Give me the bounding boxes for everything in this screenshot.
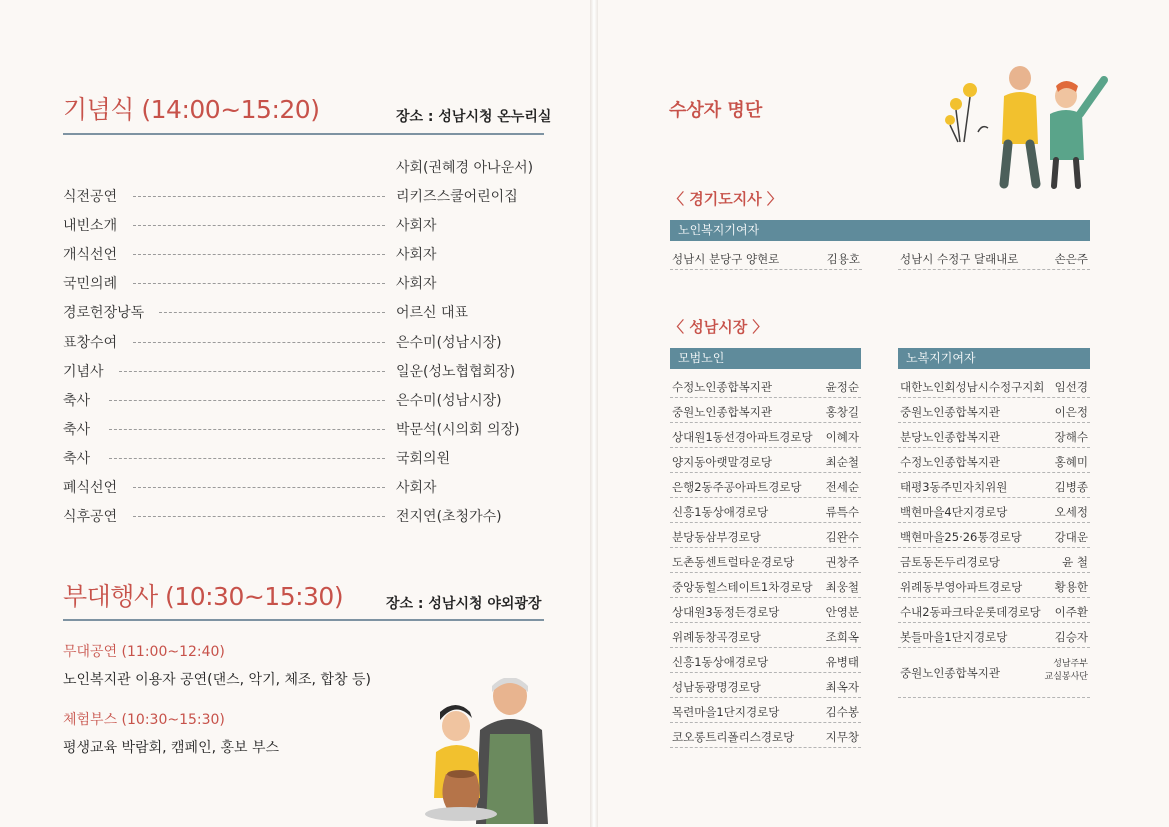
program-row: [63, 506, 543, 526]
contrib-entry-name: 이주환: [1054, 605, 1088, 619]
model-entry-org: 은행2동주공아파트경로당: [672, 480, 802, 494]
contrib-entry: [898, 373, 1090, 398]
program-item-name: 국민의례: [63, 276, 118, 293]
contrib-entry-name: 김병종: [1054, 480, 1088, 494]
program-item-presenter: 사회자: [396, 276, 437, 293]
model-entry-org: 상대원3동정든경로당: [672, 605, 780, 619]
contrib-entry-org: 백현마을25·26통경로당: [900, 530, 1022, 544]
program-row: [63, 302, 543, 322]
contrib-entry-name: 임선경: [1054, 380, 1088, 394]
contrib-entry: [898, 398, 1090, 423]
program-leader-line: [119, 371, 385, 372]
model-entry: [670, 623, 861, 648]
contrib-entry-org: 대한노인회성남시수정구지회: [900, 380, 1045, 394]
model-entry-name: 안영분: [825, 605, 859, 619]
program-row: [63, 215, 543, 235]
program-item-presenter: 박문석(시의회 의장): [396, 421, 520, 438]
program-item-presenter: 사회자: [396, 247, 437, 264]
booth-title: 체험부스 (10:30~15:30): [63, 712, 225, 728]
model-entry-org: 양지동아랫말경로당: [672, 455, 772, 469]
model-entry: [670, 723, 861, 748]
program-item-name: 경로헌장낭독: [63, 305, 145, 322]
model-entry: [670, 648, 861, 673]
ceremony-title: 기념식 (14:00~15:20): [63, 95, 320, 124]
model-entry-org: 위례동창곡경로당: [672, 630, 761, 644]
model-entry-org: 중앙동힐스테이트1차경로당: [672, 580, 813, 594]
contrib-entry-org: 봇들마을1단지경로당: [900, 630, 1008, 644]
contrib-entry-org: 중원노인종합복지관: [900, 405, 1000, 419]
elderly-couple-illustration: [938, 62, 1114, 192]
model-entry: [670, 548, 861, 573]
model-entry: [670, 398, 861, 423]
model-entry-org: 수정노인종합복지관: [672, 380, 772, 394]
contrib-entry-name: 황용한: [1054, 580, 1088, 594]
program-item-name: 폐식선언: [63, 480, 118, 496]
model-entry-org: 도촌동센트럴타운경로당: [672, 555, 795, 569]
program-leader-line: [133, 487, 385, 488]
program-item-presenter: 일운(성노협협회장): [396, 363, 516, 380]
contrib-entry: [898, 473, 1090, 498]
model-entry-name: 조희옥: [825, 630, 859, 644]
contrib-entry-name: 강대운: [1054, 530, 1088, 544]
contrib-entry-org: 수정노인종합복지관: [900, 455, 1000, 469]
contrib-entry: [898, 573, 1090, 598]
contrib-entry: [898, 523, 1090, 548]
contrib-entry-org: 수내2동파크타운롯데경로당: [900, 605, 1041, 619]
program-leader-line: [133, 225, 385, 226]
program-item-presenter: 어르신 대표: [396, 305, 469, 322]
model-entry-name: 유병태: [825, 655, 859, 669]
contrib-entry-name: [1045, 658, 1088, 684]
contrib-entry-org: 백현마을4단지경로당: [900, 505, 1008, 519]
model-entry-name: 전세순: [825, 480, 859, 494]
model-entry-name: 류특수: [825, 505, 859, 519]
contrib-entry-name: 이은정: [1054, 405, 1088, 419]
side-events-rule: [63, 619, 544, 621]
program-item-name: 내빈소개: [63, 218, 118, 235]
model-entry-name: 최순철: [825, 455, 859, 469]
model-entry-name: 권창주: [825, 555, 859, 569]
model-entry-name: 최웅철: [825, 580, 859, 594]
model-entry: [670, 573, 861, 598]
governor-category-bar: 노인복지기여자: [670, 220, 1090, 241]
side-events-venue: 장소 : 성남시청 야외광장: [386, 596, 542, 612]
contrib-entry-org: 분당노인종합복지관: [900, 430, 1000, 444]
program-leader-line: [133, 516, 385, 517]
program-row: [63, 361, 543, 381]
contrib-entry: [898, 548, 1090, 573]
program-item-name: 표창수여: [63, 334, 118, 351]
model-entry-name: 지무창: [825, 730, 859, 744]
contrib-entry-org: 금토동돈두리경로당: [900, 555, 1000, 569]
program-row: [63, 390, 543, 410]
program-item-presenter: 국회의원: [396, 450, 451, 467]
model-entry: [670, 473, 861, 498]
model-entry-org: 코오롱트리폴리스경로당: [672, 730, 795, 744]
program-row: [63, 273, 543, 293]
governor-entry: [898, 245, 1090, 270]
contrib-entry-org: 태평3동주민자치위원: [900, 480, 1008, 494]
program-leader-line: [109, 429, 385, 430]
contrib-entry-name: 김승자: [1054, 630, 1088, 644]
governor-section-title: 〈 경기도지사 〉: [669, 190, 782, 208]
program-leader-line: [159, 312, 385, 313]
program-row: [63, 477, 543, 497]
model-entry: [670, 448, 861, 473]
program-item-presenter: 사회자: [396, 480, 437, 496]
governor-entry: [670, 245, 862, 270]
contrib-entry: [898, 623, 1090, 648]
contrib-entry: [898, 448, 1090, 473]
model-entry-org: 중원노인종합복지관: [672, 405, 772, 419]
program-row: [63, 448, 543, 468]
ceremony-rule: [63, 133, 544, 135]
ceremony-mc: 사회(권혜경 아나운서): [396, 160, 534, 176]
program-item-presenter: 은수미(성남시장): [396, 392, 502, 409]
program-item-name: 식후공연: [63, 509, 118, 526]
awards-title: 수상자 명단: [669, 100, 763, 121]
ceremony-venue: 장소 : 성남시청 온누리실: [396, 109, 552, 125]
contrib-entry: [898, 598, 1090, 623]
contrib-entry-name: 홍혜미: [1054, 455, 1088, 469]
program-item-name: 개식선언: [63, 247, 118, 264]
contrib-entry-org: 중원노인종합복지관: [900, 666, 1000, 680]
model-entry: [670, 598, 861, 623]
governor-entry-org: 성남시 분당구 양현로: [672, 252, 780, 266]
program-leader-line: [133, 342, 385, 343]
program-leader-line: [109, 458, 385, 459]
model-entry: [670, 523, 861, 548]
program-item-name: 기념사: [63, 363, 104, 380]
program-item-presenter: 전지연(초청가수): [396, 509, 502, 526]
program-item-presenter: 은수미(성남시장): [396, 334, 502, 351]
contrib-entry-multiline: [898, 648, 1090, 698]
model-entry-org: 분당동삼부경로당: [672, 530, 761, 544]
program-item-presenter: 리키즈스쿨어린이집: [396, 189, 518, 205]
mayor-section-title: 〈 성남시장 〉: [669, 318, 768, 336]
model-entry-name: 홍창길: [825, 405, 859, 419]
program-leader-line: [133, 283, 385, 284]
stage-title: 무대공연 (11:00~12:40): [63, 644, 225, 660]
model-category-bar: 모범노인: [670, 348, 861, 369]
model-entry-name: 윤정순: [825, 380, 859, 394]
contrib-entry-org: 위례동부영아파트경로당: [900, 580, 1023, 594]
model-entry: [670, 673, 861, 698]
pottery-couple-illustration: [418, 678, 558, 824]
program-item-name: 축사: [63, 421, 91, 438]
contrib-entry-name-line2: 교실봉사단: [1044, 672, 1088, 682]
contrib-entry-name: 오세정: [1054, 505, 1088, 519]
program-row: [63, 332, 543, 352]
governor-entry-name: 손은주: [1054, 252, 1088, 266]
program-row: [63, 186, 543, 206]
program-leader-line: [109, 400, 385, 401]
governor-entry-org: 성남시 수정구 달래내로: [900, 252, 1019, 266]
model-entry-name: 이혜자: [825, 430, 859, 444]
model-entry-name: 김수봉: [825, 705, 859, 719]
program-item-name: 축사: [63, 392, 91, 409]
program-row: [63, 419, 543, 439]
contrib-category-bar: 노복지기여자: [898, 348, 1090, 369]
program-leader-line: [133, 254, 385, 255]
model-entry-org: 신흥1동상애경로당: [672, 655, 769, 669]
model-entry-org: 신흥1동상애경로당: [672, 505, 769, 519]
side-events-title: 부대행사 (10:30~15:30): [63, 582, 344, 611]
program-leader-line: [133, 196, 385, 197]
model-entry: [670, 698, 861, 723]
model-entry-name: 김완수: [825, 530, 859, 544]
program-item-name: 식전공연: [63, 189, 118, 205]
page-fold: [590, 0, 598, 827]
model-entry-org: 목련마을1단지경로당: [672, 705, 780, 719]
model-entry: [670, 373, 861, 398]
model-entry-org: 상대원1동선경아파트경로당: [672, 430, 813, 444]
contrib-entry: [898, 423, 1090, 448]
model-entry: [670, 498, 861, 523]
program-row: [63, 244, 543, 264]
contrib-entry-name: 윤 철: [1062, 555, 1088, 569]
booth-desc: 평생교육 박람회, 캠페인, 홍보 부스: [63, 740, 280, 756]
model-entry: [670, 423, 861, 448]
model-entry-name: 최옥자: [825, 680, 859, 694]
program-item-presenter: 사회자: [396, 218, 437, 235]
contrib-entry-name: 장해수: [1054, 430, 1088, 444]
model-entry-org: 성남동광명경로당: [672, 680, 761, 694]
contrib-entry-name-line1: 성남주부: [1053, 659, 1088, 669]
stage-desc: 노인복지관 이용자 공연(댄스, 악기, 체조, 합창 등): [63, 672, 371, 688]
program-item-name: 축사: [63, 450, 91, 467]
contrib-entry: [898, 498, 1090, 523]
governor-entry-name: 김용호: [826, 252, 860, 266]
